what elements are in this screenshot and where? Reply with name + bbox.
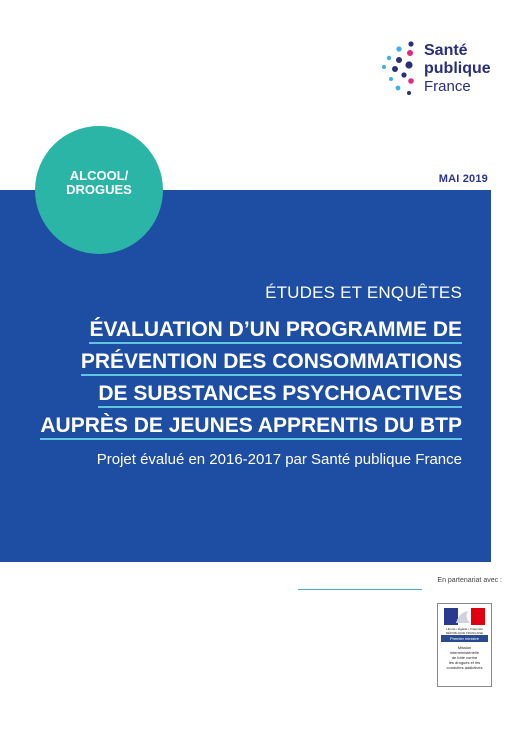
republic-motto: Liberté • Égalité • Fraternité xyxy=(446,627,483,631)
logo-line-3: France xyxy=(424,78,471,95)
mission-text xyxy=(441,645,488,670)
logo-line-1: Santé xyxy=(424,42,468,59)
mission-line: interministérielle xyxy=(450,650,479,655)
badge-line-1: ALCOOL/ xyxy=(69,168,129,183)
partner-divider xyxy=(298,589,422,590)
logo-line-2: publique xyxy=(424,60,491,77)
premier-ministre-banner: Premier ministre xyxy=(441,635,488,642)
mission-line: conduites addictives xyxy=(446,665,483,670)
republic-name: RÉPUBLIQUE FRANÇAISE xyxy=(445,631,484,635)
mission-line: les drogues et les xyxy=(448,660,481,665)
series-label: ÉTUDES ET ENQUÊTES xyxy=(265,283,462,302)
report-title xyxy=(22,314,462,442)
report-subtitle: Projet évalué en 2016-2017 par Santé publique France xyxy=(96,451,462,468)
title-line-4: AUPRÈS DE JEUNES APPRENTIS DU BTP xyxy=(40,414,462,440)
title-line-3: DE SUBSTANCES PSYCHOACTIVES xyxy=(98,382,462,408)
mission-line: de lutte contre xyxy=(451,655,478,660)
marianne-flag-icon xyxy=(444,608,485,625)
mission-line: Mission xyxy=(457,645,472,650)
topic-badge xyxy=(35,126,163,254)
title-line-2: PRÉVENTION DES CONSOMMATIONS xyxy=(81,350,462,376)
title-line-1: ÉVALUATION D’UN PROGRAMME DE xyxy=(89,318,462,344)
mildeca-partner-logo xyxy=(437,603,492,687)
republic-text xyxy=(440,627,489,635)
publication-date: MAI 2019 xyxy=(438,173,488,185)
partner-label: En partenariat avec : xyxy=(437,577,502,584)
badge-line-2: DROGUES xyxy=(66,182,132,197)
logo-wordmark xyxy=(424,42,491,96)
